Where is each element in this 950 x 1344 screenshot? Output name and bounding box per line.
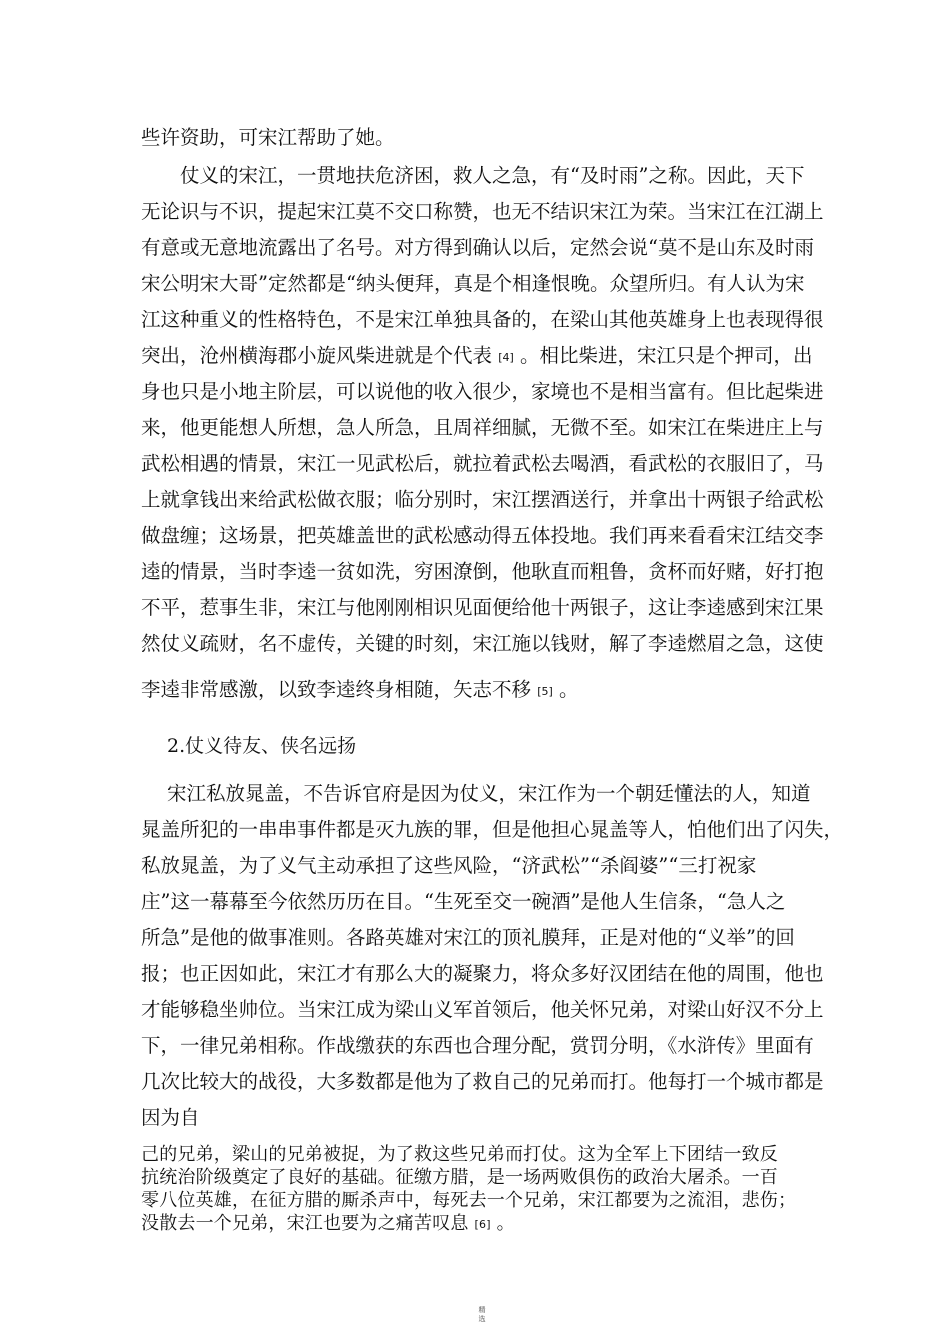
paragraph-line: 晁盖所犯的一串串事件都是灭九族的罪，但是他担心晁盖等人，怕他们出了闪失， xyxy=(141,818,844,841)
paragraph-line: 庄”这一幕幕至今依然历历在目。“生死至交一碗酒”是他人生信条，“急人之 xyxy=(141,890,786,913)
paragraph-line: 报；也正因如此，宋江才有那么大的凝聚力，将众多好汉团结在他的周围，他也 xyxy=(141,962,824,985)
line-text: 。 xyxy=(559,678,579,701)
paragraph-line: 些许资助，可宋江帮助了她。 xyxy=(141,126,395,149)
paragraph-line xyxy=(141,340,813,368)
paragraph-line: 逵的情景，当时李逵一贫如洗，穷困潦倒，他耿直而粗鲁，贪杯而好赌，好打抱 xyxy=(141,560,824,583)
paragraph-line: 下，一律兄弟相称。作战缴获的东西也合理分配，赏罚分明，《水浒传》里面有 xyxy=(141,1034,814,1057)
paragraph-line: 零八位英雄，在征方腊的厮杀声中，每死去一个兄弟，宋江都要为之流泪，悲伤； xyxy=(141,1190,797,1211)
line-text: 没散去一个兄弟，宋江也要为之痛苦叹息 xyxy=(141,1213,469,1234)
paragraph-line: 有意或无意地流露出了名号。对方得到确认以后，定然会说“莫不是山东及时雨 xyxy=(141,236,814,259)
paragraph-line xyxy=(141,1209,515,1235)
citation-ref: [4] xyxy=(498,351,514,364)
paragraph-line: 才能够稳坐帅位。当宋江成为梁山义军首领后，他关怀兄弟，对梁山好汉不分上 xyxy=(141,998,824,1021)
paragraph-line: 抗统治阶级奠定了良好的基础。征缴方腊，是一场两败俱伤的政治大屠杀。一百 xyxy=(141,1167,778,1188)
line-text: 。 xyxy=(496,1213,515,1234)
paragraph-line: 然仗义疏财，名不虚传，关键的时刻，宋江施以钱财，解了李逵燃眉之急，这使 xyxy=(141,632,824,655)
paragraph-line: 己的兄弟，梁山的兄弟被捉，为了救这些兄弟而打仗。这为全军上下团结一致反 xyxy=(141,1144,778,1165)
paragraph-line: 因为自 xyxy=(141,1106,200,1129)
paragraph-line: 上就拿钱出来给武松做衣服；临分别时，宋江摆酒送行，并拿出十两银子给武松 xyxy=(141,488,824,511)
paragraph-line: 身也只是小地主阶层，可以说他的收入很少，家境也不是相当富有。但比起柴进 xyxy=(141,380,824,403)
paragraph-line: 武松相遇的情景，宋江一见武松后，就拉着武松去喝酒，看武松的衣服旧了，马 xyxy=(141,452,824,475)
paragraph-line: 不平，惹事生非，宋江与他刚刚相识见面便给他十两银子，这让李逵感到宋江果 xyxy=(141,596,824,619)
paragraph-line: 仗义的宋江，一贯地扶危济困，救人之急，有“及时雨”之称。因此，天下 xyxy=(180,164,805,187)
paragraph-line: 所急”是他的做事准则。各路英雄对宋江的顶礼膜拜，正是对他的“义举”的回 xyxy=(141,926,795,949)
line-text: 李逵非常感激，以致李逵终身相随，矢志不移 xyxy=(141,678,532,701)
page-footer: 精选 xyxy=(478,1306,486,1323)
line-text: 突出，沧州横海郡小旋风柴进就是个代表 xyxy=(141,344,493,367)
paragraph-line: 做盘缠；这场景，把英雄盖世的武松感动得五体投地。我们再来看看宋江结交李 xyxy=(141,524,824,547)
paragraph-line: 江这种重义的性格特色，不是宋江单独具备的，在梁山其他英雄身上也表现得很 xyxy=(141,308,824,331)
paragraph-line: 几次比较大的战役，大多数都是他为了救自己的兄弟而打。他每打一个城市都是 xyxy=(141,1070,824,1093)
paragraph-line: 无论识与不识，提起宋江莫不交口称赞，也无不结识宋江为荣。当宋江在江湖上 xyxy=(141,200,824,223)
paragraph-line: 私放晁盖，为了义气主动承担了这些风险，“济武松”“杀阎婆”“三打祝家 xyxy=(141,854,757,877)
paragraph-line xyxy=(141,674,579,702)
paragraph-line: 宋江私放晁盖，不告诉官府是因为仗义，宋江作为一个朝廷懂法的人，知道 xyxy=(167,782,811,805)
paragraph-line: 来，他更能想人所想，急人所急，且周祥细腻，无微不至。如宋江在柴进庄上与 xyxy=(141,416,824,439)
citation-ref: [5] xyxy=(537,685,553,698)
citation-ref: [6] xyxy=(474,1218,491,1231)
paragraph-line: 宋公明宋大哥”定然都是“纳头便拜，真是个相逢恨晚。众望所归。有人认为宋 xyxy=(141,272,805,295)
line-text: 。相比柴进，宋江只是个押司，出 xyxy=(520,344,813,367)
section-heading: 2.仗义待友、侠名远扬 xyxy=(167,735,357,757)
